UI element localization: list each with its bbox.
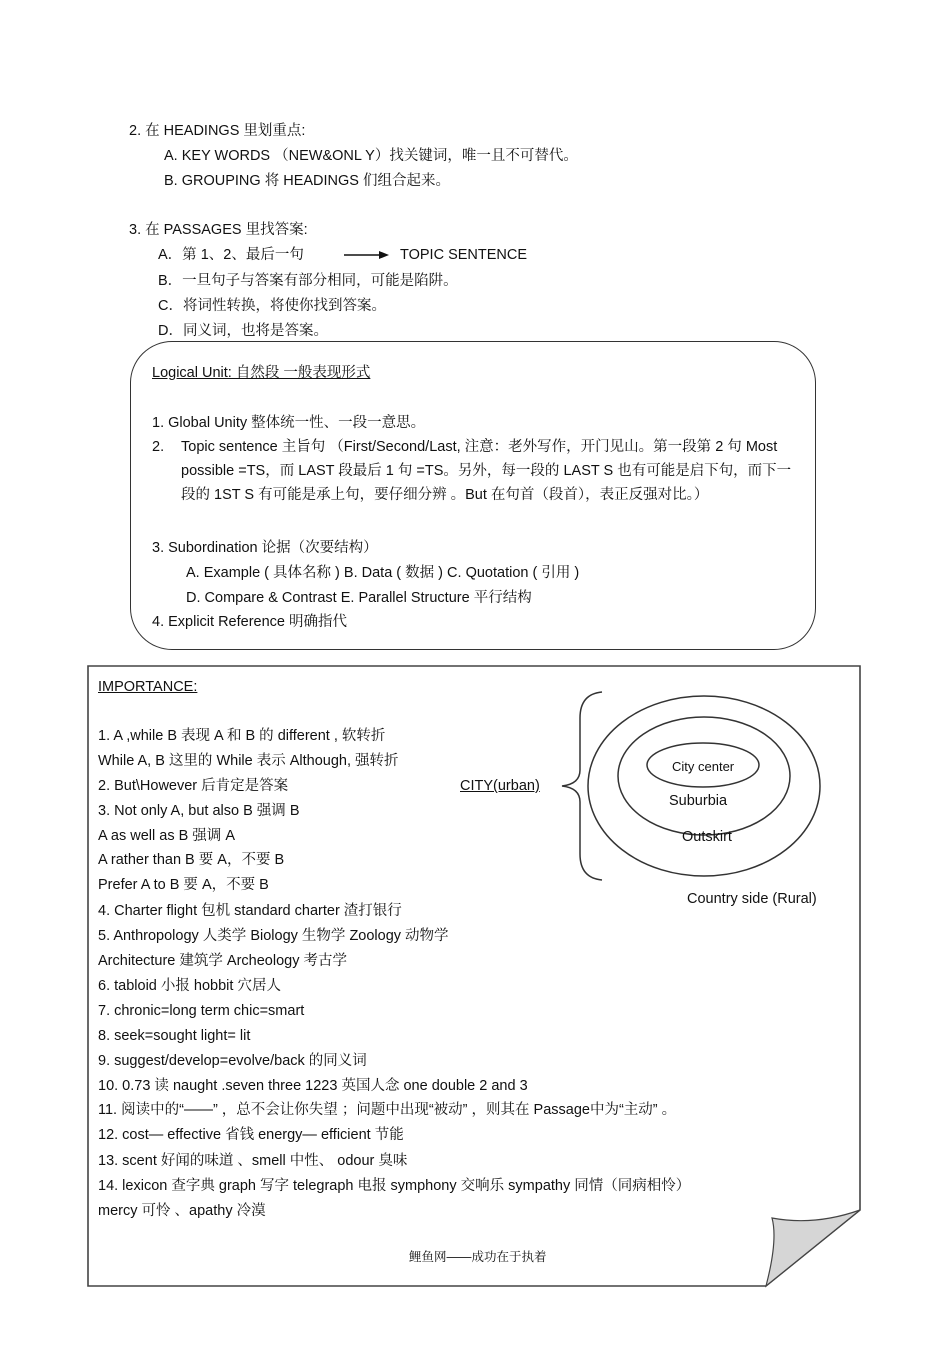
logical-item-3: 3. Subordination 论据（次要结构）: [152, 540, 378, 556]
city-diagram: [556, 688, 846, 888]
logical-unit-title: Logical Unit: 自然段 一般表现形式: [152, 365, 371, 381]
importance-line: 9. suggest/develop=evolve/back 的同义词: [98, 1053, 367, 1069]
importance-line: While A, B 这里的 While 表示 Although, 强转折: [98, 753, 399, 769]
importance-line: 14. lexicon 查字典 graph 写字 telegraph 电报 symphony 交响乐 sympathy 同情（同病相怜）: [98, 1178, 691, 1194]
city-center-label: City center: [672, 759, 735, 774]
countryside-label: Country side (Rural): [687, 891, 817, 907]
outskirt-label: Outskirt: [682, 829, 732, 845]
logical-item-2-text: Topic sentence 主旨句 （First/Second/Last, 注意：老外写作，开门见山。第一段第 2 句 Most possible =TS，而 LAST 段最后 1 句 =TS。另外，每一段的 LAST S 也有可能是启下句，而下一段的 1ST S 有可能是承上句，要仔细分辨 。But 在句首（段首），表正反强对比。）: [181, 439, 792, 503]
city-urban-label: CITY(urban): [460, 778, 540, 794]
importance-line: 7. chronic=long term chic=smart: [98, 1003, 305, 1019]
importance-line: 1. A ,while B 表现 A 和 B 的 different , 软转折: [98, 728, 386, 744]
topic-sentence-label: TOPIC SENTENCE: [400, 247, 528, 263]
logical-item-2-num: 2.: [152, 439, 165, 455]
section3-item-a: A．第 1、2、最后一句: [158, 247, 304, 263]
outskirt-ring: [618, 717, 790, 835]
section3-heading: 3. 在 PASSAGES 里找答案:: [129, 222, 308, 238]
section3-item-b: B．一旦句子与答案有部分相同，可能是陷阱。: [158, 273, 458, 289]
importance-line: A as well as B 强调 A: [98, 828, 235, 844]
section2-heading: 2. 在 HEADINGS 里划重点:: [129, 123, 306, 139]
importance-line: 11. 阅读中的“——” ，总不会让你失望 ；问题中出现“被动” ，则其在 Passage中为“主动” 。: [98, 1102, 677, 1118]
importance-title: IMPORTANCE:: [98, 679, 198, 695]
importance-line: 4. Charter flight 包机 standard charter 渣打银行: [98, 903, 402, 919]
importance-line: 5. Anthropology 人类学 Biology 生物学 Zoology 动物学: [98, 928, 449, 944]
importance-line: 6. tabloid 小报 hobbit 穴居人: [98, 978, 281, 994]
curly-brace-icon: [562, 692, 602, 880]
section3-item-c: C．将词性转换，将使你找到答案。: [158, 298, 386, 314]
logical-item-3-sub2: D. Compare & Contrast E. Parallel Structure 平行结构: [186, 590, 532, 606]
page-footer: 鲤鱼网——成功在于执着: [409, 1250, 547, 1264]
logical-item-1: 1. Global Unity 整体统一性、一段一意思。: [152, 415, 426, 431]
suburbia-label: Suburbia: [669, 793, 728, 809]
logical-item-3-sub1: A. Example ( 具体名称 ) B. Data ( 数据 ) C. Quotation ( 引用 ): [186, 565, 580, 581]
importance-line: Architecture 建筑学 Archeology 考古学: [98, 953, 347, 969]
section2-item-a: A. KEY WORDS （NEW&ONL Y）找关键词，唯一且不可替代。: [164, 148, 578, 164]
importance-line: 10. 0.73 读 naught .seven three 1223 英国人念 one double 2 and 3: [98, 1078, 528, 1094]
importance-line: A rather than B 要 A，不要 B: [98, 852, 285, 868]
logical-item-4: 4. Explicit Reference 明确指代: [152, 614, 348, 630]
section3-item-d: D．同义词，也将是答案。: [158, 323, 328, 339]
importance-line: 8. seek=sought light= lit: [98, 1028, 251, 1044]
importance-line: 12. cost— effective 省钱 energy— efficient 节能: [98, 1127, 404, 1143]
country-ring: [588, 696, 820, 876]
section2-item-b: B. GROUPING 将 HEADINGS 们组合起来。: [164, 173, 450, 189]
importance-line: mercy 可怜 、apathy 冷漠: [98, 1203, 266, 1219]
importance-line: 2. But\However 后肯定是答案: [98, 778, 289, 794]
importance-line: Prefer A to B 要 A，不要 B: [98, 877, 269, 893]
importance-line: 13. scent 好闻的味道 、smell 中性、 odour 臭味: [98, 1153, 408, 1169]
importance-line: 3. Not only A, but also B 强调 B: [98, 803, 300, 819]
